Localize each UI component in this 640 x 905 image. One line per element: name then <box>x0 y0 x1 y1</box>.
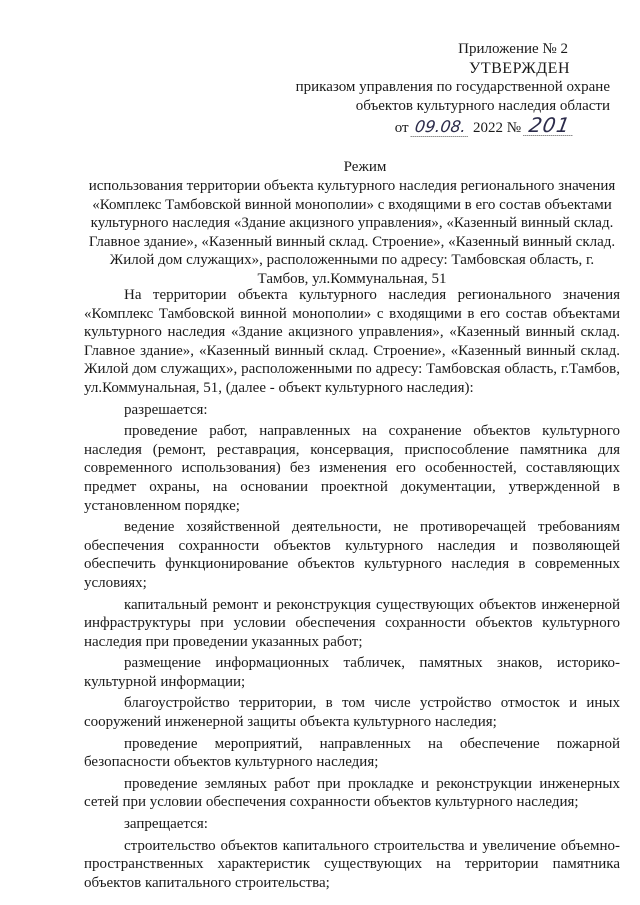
approval-header <box>270 40 610 138</box>
document-body <box>84 286 620 892</box>
approved-label: УТВЕРЖДЕН <box>469 60 570 77</box>
order-line-2: объектов культурного наследия области <box>355 98 610 114</box>
prohibited-item: строительство объектов капитального строительства и увеличение объемно-пространственных характеристик существующих на территории памятника объектов капитального строительства; <box>84 837 620 891</box>
appendix-label: Приложение № 2 <box>458 41 568 57</box>
allowed-item: проведение земляных работ при прокладке и реконструкции инженерных сетей при условии обеспечения сохранности объектов культурного наследия; <box>84 775 620 811</box>
prohibited-heading: запрещается: <box>124 816 208 833</box>
order-date-line <box>270 113 610 138</box>
date-prefix: от <box>394 120 409 136</box>
number-prefix: № <box>506 120 522 136</box>
allowed-item: благоустройство территории, в том числе устройство отмосток и иных сооружений инженерной защиты объекта культурного наследия; <box>84 695 620 731</box>
document-title: Режим <box>343 159 387 175</box>
order-line-1: приказом управления по государственной охране <box>295 79 610 95</box>
allowed-item: проведение работ, направленных на сохранение объектов культурного наследия (ремонт, реставрация, консервация, приспособление памятника для современного использования) без изменения его особенностей, составляющих предмет охраны, на основании проектной документации, утвержденной в установленном порядке; <box>84 423 620 514</box>
intro-paragraph: На территории объекта культурного наследия регионального значения «Комплекс Тамбовской винной монополии» с входящими в его состав объектами культурного наследия «Здание акцизного управления», «Казенный винный склад. Главное здание», «Казенный винный склад. Строение», «Казенный винный склад. Жилой дом служащих», расположенными по адресу: Тамбовская область, г.Тамбов, ул.Коммунальная, 51, (далее - объект культурного наследия): <box>84 287 620 396</box>
allowed-item: проведение мероприятий, направленных на обеспечение пожарной безопасности объектов культурного наследия; <box>84 735 620 771</box>
order-year: 2022 <box>473 120 503 136</box>
document-subtitle: использования территории объекта культурного наследия регионального значения «Комплекс Тамбовской винной монополии» с входящими в его состав объектами культурного наследия «Здание акцизного управления», «Казенный винный склад. Главное здание», «Казенный винный склад. Строение», «Казенный винный склад. Жилой дом служащих», расположенными по адресу: Тамбовская область, г. Тамбов, ул.Коммунальная, 51 <box>88 178 616 287</box>
allowed-heading: разрешается: <box>124 401 208 418</box>
allowed-item: ведение хозяйственной деятельности, не противоречащей требованиям обеспечения сохранности объектов культурного наследия и позволяющей обеспечить функционирование объектов культурного наследия в современных условиях; <box>84 519 620 591</box>
handwritten-number: 201 <box>523 116 576 136</box>
allowed-item: размещение информационных табличек, памятных знаков, историко-культурной информации; <box>84 655 620 690</box>
handwritten-date: 09.08. <box>411 117 471 137</box>
allowed-item: капитальный ремонт и реконструкция существующих объектов инженерной инфраструктуры при условии обеспечения сохранности объектов культурного наследия при проведении указанных работ; <box>84 596 620 650</box>
